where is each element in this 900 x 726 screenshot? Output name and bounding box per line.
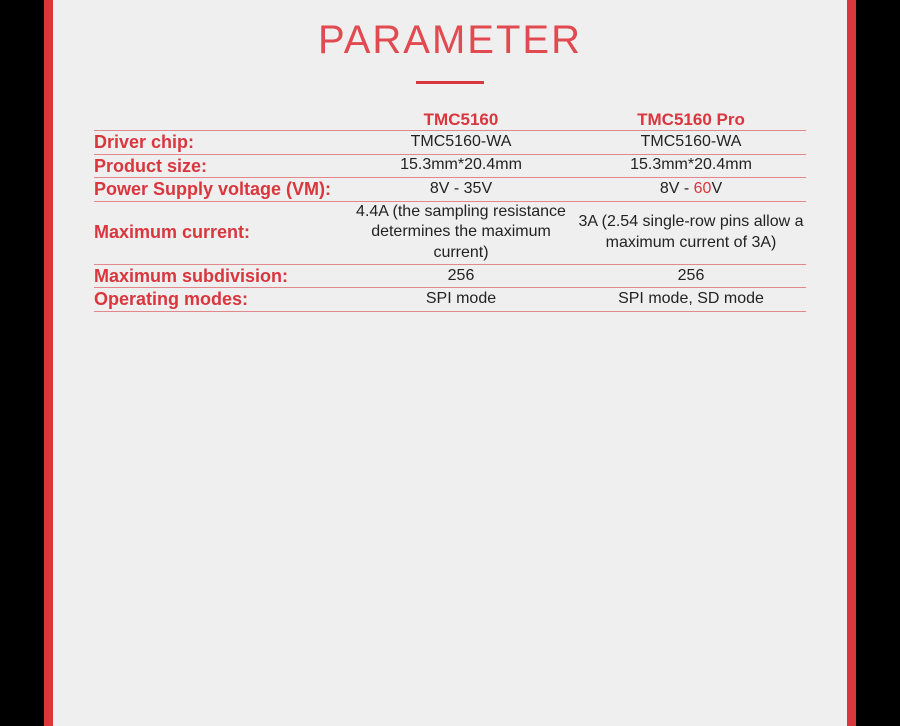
voltage-highlight: 60 [693,179,712,197]
table-header-row [94,110,806,131]
table-row [94,201,806,264]
row-label-driver-chip: Driver chip: [94,131,346,155]
row-value-operating-modes-tmc5160-pro: SPI mode, SD mode [576,288,806,312]
row-value-maximum-current-tmc5160: 4.4A (the sampling resistance determines the maximum current) [346,201,576,264]
header-cell-tmc5160-pro: TMC5160 Pro [637,110,745,129]
title-underline [416,81,484,84]
left-red-bar [44,0,53,726]
row-label-product-size: Product size: [94,154,346,178]
table-row [94,178,806,202]
row-value-power-supply-voltage-tmc5160: 8V - 35V [346,178,576,202]
voltage-suffix: V [711,179,723,197]
row-value-driver-chip-tmc5160: TMC5160-WA [346,131,576,155]
card-content [53,0,847,726]
parameter-table [94,110,806,312]
row-value-maximum-subdivision-tmc5160: 256 [346,264,576,288]
row-label-maximum-subdivision: Maximum subdivision: [94,264,346,288]
table-row [94,264,806,288]
header-cell-tmc5160: TMC5160 [423,110,499,129]
right-red-bar [847,0,856,726]
row-value-power-supply-voltage-tmc5160-pro [576,178,806,202]
row-value-operating-modes-tmc5160: SPI mode [346,288,576,312]
row-value-product-size-tmc5160: 15.3mm*20.4mm [346,154,576,178]
voltage-prefix: 8V - [659,179,694,197]
header-cell-empty [94,110,346,131]
page-title: PARAMETER [318,18,582,62]
table-row [94,288,806,312]
row-value-maximum-subdivision-tmc5160-pro: 256 [576,264,806,288]
row-label-operating-modes: Operating modes: [94,288,346,312]
table-row [94,131,806,155]
row-label-maximum-current: Maximum current: [94,201,346,264]
row-value-product-size-tmc5160-pro: 15.3mm*20.4mm [576,154,806,178]
row-value-driver-chip-tmc5160-pro: TMC5160-WA [576,131,806,155]
row-value-maximum-current-tmc5160-pro: 3A (2.54 single-row pins allow a maximum current of 3A) [576,201,806,264]
row-label-power-supply-voltage: Power Supply voltage (VM): [94,178,346,202]
table-row [94,154,806,178]
